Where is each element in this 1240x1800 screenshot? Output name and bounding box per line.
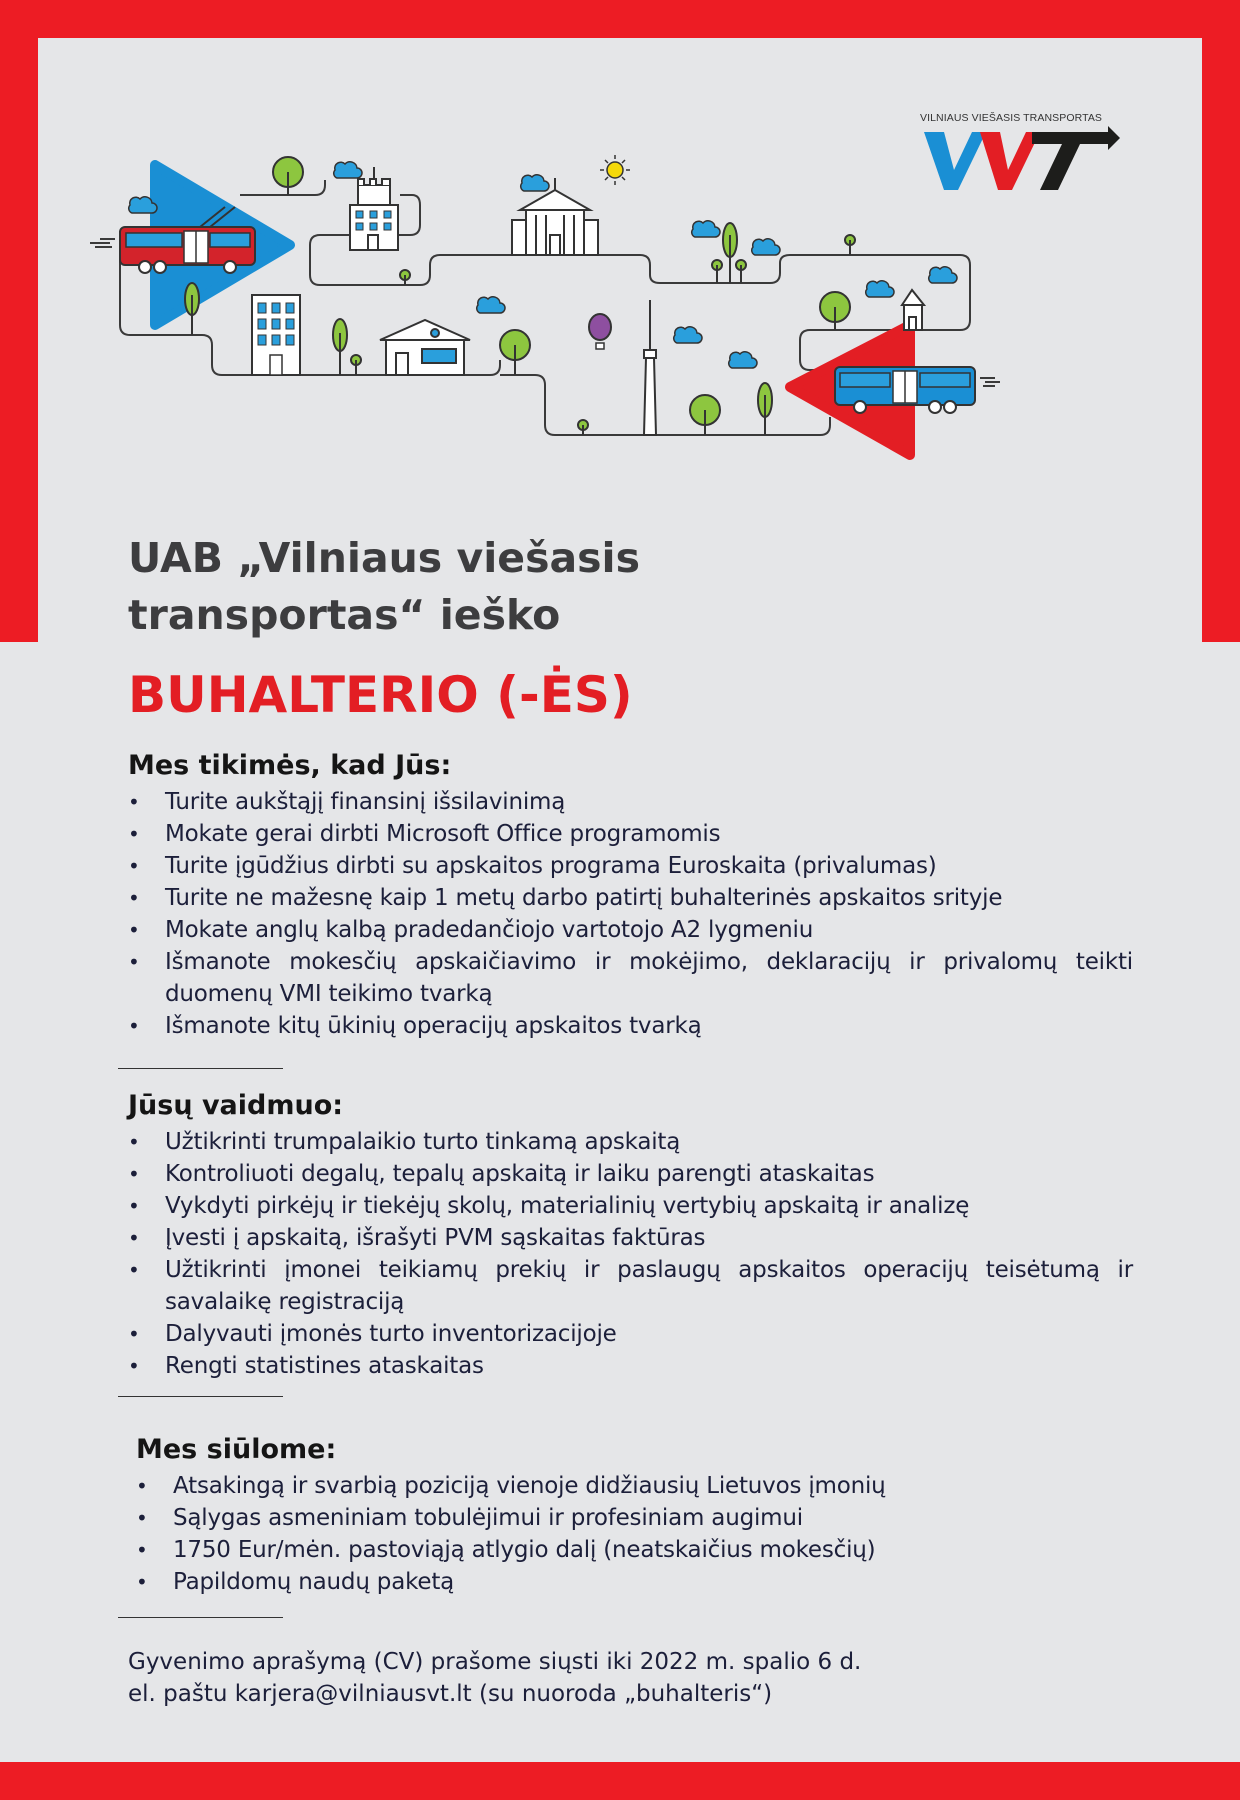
- contact-deadline: Gyvenimo aprašymą (CV) prašome siųsti iki 2022 m. spalio 6 d.: [128, 1649, 862, 1675]
- list-item: • Turite aukštąjį finansinį išsilavinimą: [128, 786, 1133, 818]
- role-section: [128, 1088, 1133, 1382]
- offer-heading: Mes siūlome:: [136, 1434, 337, 1465]
- frame-bottom: [0, 1762, 1240, 1800]
- list-item: • Turite įgūdžius dirbti su apskaitos programa Euroskaita (privalumas): [128, 850, 1133, 882]
- tv-tower-icon: [644, 300, 656, 435]
- list-item: • 1750 Eur/mėn. pastoviąją atlygio dalį (neatskaičius mokesčių): [136, 1534, 1141, 1566]
- logo-caption: VILNIAUS VIEŠASIS TRANSPORTAS: [920, 112, 1103, 124]
- list-item: • Sąlygas asmeniniam tobulėjimui ir profesiniam augimui: [136, 1502, 1141, 1534]
- sun-icon: [600, 155, 630, 185]
- castle-tower-icon: [350, 167, 398, 250]
- list-item: • Įvesti į apskaitą, išrašyti PVM sąskaitas faktūras: [128, 1222, 1133, 1254]
- role-list: [128, 1126, 1133, 1382]
- frame-right: [1202, 0, 1240, 642]
- requirements-heading: Mes tikimės, kad Jūs:: [128, 750, 452, 781]
- list-item: • Mokate gerai dirbti Microsoft Office programomis: [128, 818, 1133, 850]
- list-item: • Rengti statistines ataskaitas: [128, 1350, 1133, 1382]
- headline: [128, 530, 828, 644]
- position-title: BUHALTERIO (-ĖS): [128, 666, 633, 724]
- list-item: • Vykdyti pirkėjų ir tiekėjų skolų, materialinių vertybių apskaitą ir analizę: [128, 1190, 1133, 1222]
- requirements-section: [128, 748, 1133, 1042]
- offer-list: [136, 1470, 1141, 1598]
- contact-email[interactable]: el. paštu karjera@vilniausvt.lt (su nuoroda „buhalteris“): [128, 1681, 773, 1707]
- list-item: • Mokate anglų kalbą pradedančiojo vartotojo A2 lygmeniu: [128, 914, 1133, 946]
- list-item: • Užtikrinti įmonei teikiamų prekių ir paslaugų apskaitos operacijų teisėtumą ir savalaikę registraciją: [128, 1254, 1133, 1318]
- city-illustration: [90, 95, 1150, 535]
- divider: [118, 1396, 283, 1397]
- headline-line-2: transportas“ ieško: [128, 591, 561, 639]
- list-item: • Išmanote mokesčių apskaičiavimo ir mokėjimo, deklaracijų ir privalomų teikti duomenų VMI teikimo tvarką: [128, 946, 1133, 1010]
- frame-left: [0, 0, 38, 642]
- headline-line-1: UAB „Vilniaus viešasis: [128, 534, 640, 582]
- offer-section: [136, 1432, 1141, 1598]
- role-heading: Jūsų vaidmuo:: [128, 1090, 344, 1121]
- list-item: • Atsakingą ir svarbią poziciją vienoje didžiausių Lietuvos įmonių: [136, 1470, 1141, 1502]
- list-item: • Dalyvauti įmonės turto inventorizacijoje: [128, 1318, 1133, 1350]
- house-icon: [380, 320, 470, 375]
- contact-info: [128, 1646, 1128, 1710]
- hot-air-balloon-icon: [589, 314, 611, 349]
- apartment-building-icon: [252, 295, 300, 375]
- list-item: • Išmanote kitų ūkinių operacijų apskaitos tvarką: [128, 1010, 1133, 1042]
- list-item: • Užtikrinti trumpalaikio turto tinkamą apskaitą: [128, 1126, 1133, 1158]
- list-item: • Papildomų naudų paketą: [136, 1566, 1141, 1598]
- list-item: • Kontroliuoti degalų, tepalų apskaitą ir laiku parengti ataskaitas: [128, 1158, 1133, 1190]
- small-house-icon: [902, 290, 924, 330]
- requirements-list: [128, 786, 1133, 1042]
- list-item: • Turite ne mažesnę kaip 1 metų darbo patirtį buhalterinės apskaitos srityje: [128, 882, 1133, 914]
- divider: [118, 1068, 283, 1069]
- divider: [118, 1617, 283, 1618]
- frame-top: [0, 0, 1240, 38]
